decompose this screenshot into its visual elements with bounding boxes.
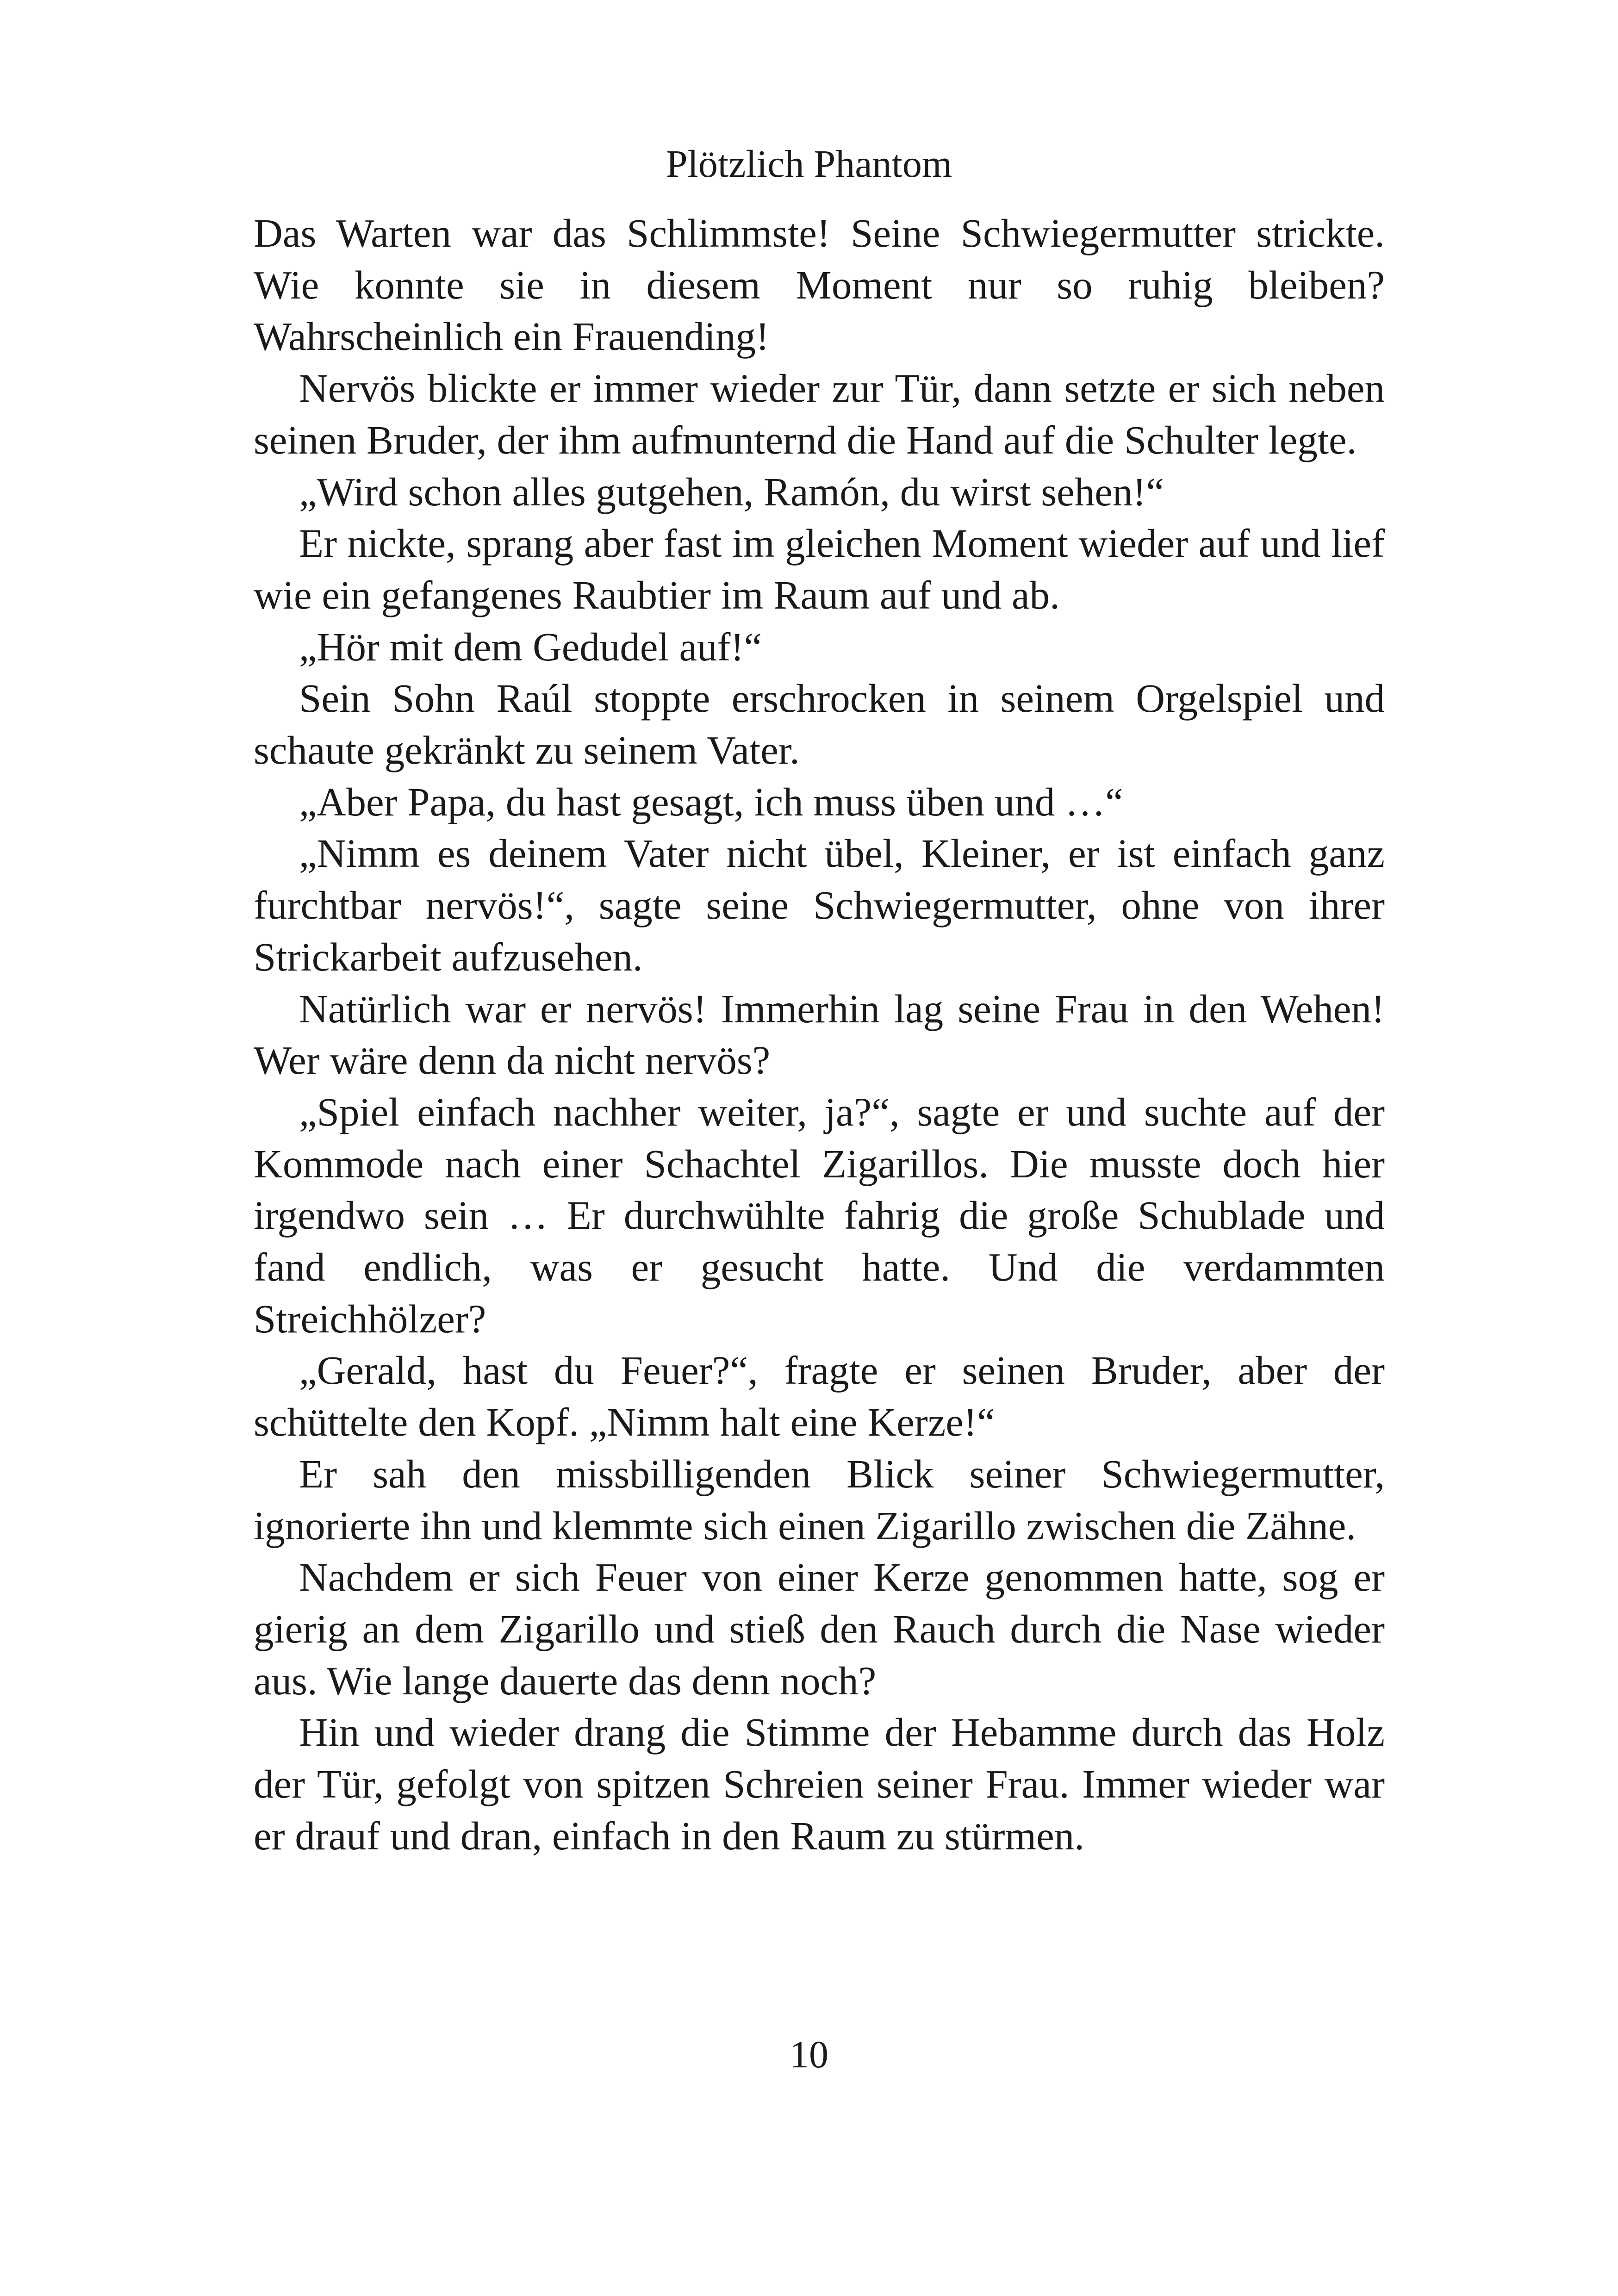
paragraph: Das Warten war das Schlimmste! Seine Schwiegermutter strickte. Wie konnte sie in diesem Moment nur so ruhig bleiben? Wahrscheinlich ein Frauending! bbox=[254, 211, 1385, 359]
paragraph: „Gerald, hast du Feuer?“, fragte er seinen Bruder, aber der schüttelte den Kopf. „Nimm halt eine Kerze!“ bbox=[254, 1348, 1385, 1445]
paragraph: Nervös blickte er immer wieder zur Tür, dann setzte er sich neben seinen Bruder, der ihm aufmunternd die Hand auf die Schulter legte. bbox=[254, 366, 1385, 462]
paragraph: „Spiel einfach nachher weiter, ja?“, sagte er und suchte auf der Kommode nach einer Schachtel Zigarillos. Die musste doch hier irgendwo sein … Er durchwühlte fahrig die große Schublade und fand endlich, was er gesucht hatte. Und die verdammten Streichhölzer? bbox=[254, 1089, 1385, 1341]
paragraph: „Nimm es deinem Vater nicht übel, Kleiner, er ist einfach ganz furchtbar nervös!“, sagte seine Schwiegermutter, ohne von ihrer Strickarbeit aufzusehen. bbox=[254, 831, 1385, 979]
paragraph: Hin und wieder drang die Stimme der Hebamme durch das Holz der Tür, gefolgt von spitzen Schreien seiner Frau. Immer wieder war er drauf und dran, einfach in den Raum zu stürmen. bbox=[254, 1710, 1385, 1858]
paragraph: Nachdem er sich Feuer von einer Kerze genommen hatte, sog er gierig an dem Zigarillo und stieß den Rauch durch die Nase wieder aus. Wie lange dauerte das denn noch? bbox=[254, 1555, 1385, 1703]
paragraph: Sein Sohn Raúl stoppte erschrocken in seinem Orgelspiel und schaute gekränkt zu seinem Vater. bbox=[254, 676, 1385, 773]
paragraph: „Wird schon alles gutgehen, Ramón, du wirst sehen!“ bbox=[299, 469, 1164, 514]
body-text bbox=[254, 207, 1385, 1862]
page-number: 10 bbox=[790, 2033, 828, 2076]
paragraph: Er nickte, sprang aber fast im gleichen Moment wieder auf und lief wie ein gefangenes Raubtier im Raum auf und ab. bbox=[254, 521, 1385, 617]
running-head: Plötzlich Phantom bbox=[666, 143, 952, 186]
paragraph: Natürlich war er nervös! Immerhin lag seine Frau in den Wehen! Wer wäre denn da nicht nervös? bbox=[254, 986, 1385, 1083]
paragraph: „Hör mit dem Gedudel auf!“ bbox=[299, 624, 762, 669]
paragraph: Er sah den missbilligenden Blick seiner Schwiegermutter, ignorierte ihn und klemmte sich einen Zigarillo zwischen die Zähne. bbox=[254, 1451, 1385, 1548]
paragraph: „Aber Papa, du hast gesagt, ich muss üben und …“ bbox=[299, 779, 1123, 824]
